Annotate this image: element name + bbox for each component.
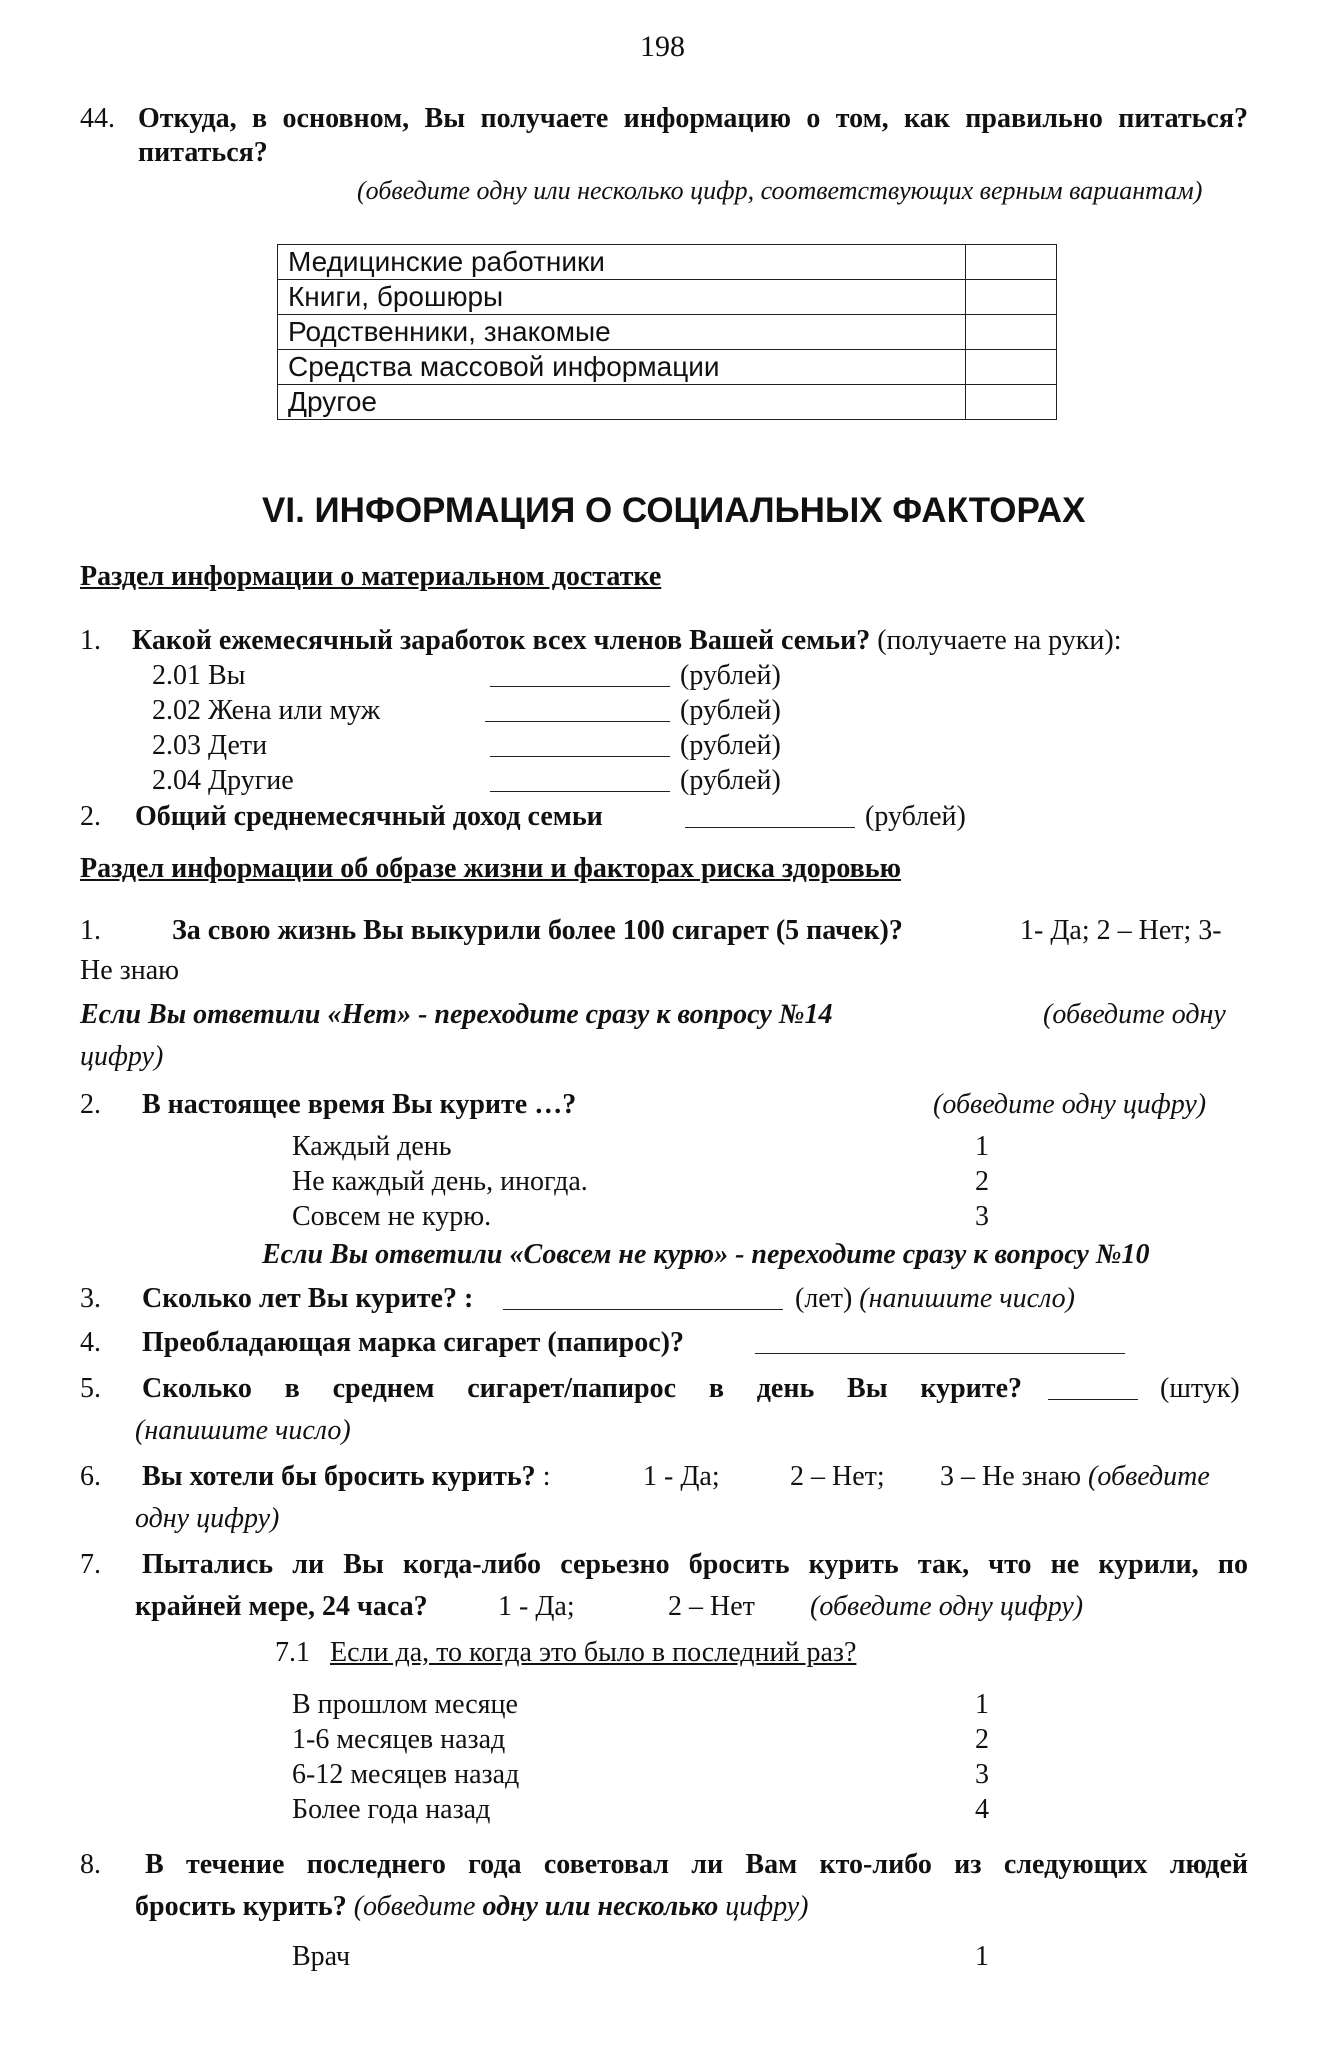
ls-q1-instruction-b: цифру) bbox=[80, 1041, 164, 1072]
ls-q2-question: В настоящее время Вы курите …? bbox=[142, 1089, 577, 1120]
section-title: VI. ИНФОРМАЦИЯ О СОЦИАЛЬНЫХ ФАКТОРАХ bbox=[262, 491, 1086, 530]
ls-q8-question-line1: В течение последнего года советовал ли Вам кто-либо из следующих людей bbox=[145, 1849, 1248, 1880]
income-item-label: 2.01 Вы bbox=[152, 660, 246, 691]
q44-option-row bbox=[278, 245, 1057, 280]
ls-q4-question: Преобладающая марка сигарет (папирос)? bbox=[142, 1327, 685, 1358]
income-item-blank[interactable] bbox=[485, 697, 670, 727]
ls-q2-option-code[interactable]: 1 bbox=[975, 1131, 989, 1162]
ls-q2-instruction: (обведите одну цифру) bbox=[933, 1089, 1207, 1120]
ls-q7-option-label: Более года назад bbox=[292, 1794, 491, 1825]
q44-instruction: (обведите одну или несколько цифр, соответствующих верным вариантам) bbox=[357, 176, 1203, 205]
ls-q7-option-code[interactable]: 4 bbox=[975, 1794, 989, 1825]
income-q2-question: Общий среднемесячный доход семьи bbox=[135, 801, 603, 832]
q44-option-checkbox[interactable] bbox=[966, 280, 1057, 315]
ls-q3-number: 3. bbox=[80, 1283, 101, 1314]
ls-q3-question: Сколько лет Вы курите? : bbox=[142, 1283, 474, 1314]
ls-q7-option-code[interactable]: 1 bbox=[975, 1689, 989, 1720]
q44-option-label: Книги, брошюры bbox=[278, 280, 966, 315]
page-number: 198 bbox=[640, 30, 685, 63]
ls-q7-question-line1: Пытались ли Вы когда-либо серьезно бросить курить так, что не курили, по bbox=[142, 1549, 1248, 1580]
ls-q7-instruction: (обведите одну цифру) bbox=[810, 1591, 1084, 1622]
income-q2-unit: (рублей) bbox=[865, 801, 966, 832]
ls-q3-blank[interactable] bbox=[503, 1285, 783, 1315]
ls-q2-skip: Если Вы ответили «Совсем не курю» - переходите сразу к вопросу №10 bbox=[262, 1239, 1150, 1270]
ls-q7-option-code[interactable]: 3 bbox=[975, 1759, 989, 1790]
ls-q6-answer-1[interactable]: 1 - Да; bbox=[643, 1461, 720, 1492]
ls-q4-blank[interactable] bbox=[755, 1329, 1125, 1359]
ls-q7-answer-1[interactable]: 1 - Да; bbox=[498, 1591, 575, 1622]
income-item-unit: (рублей) bbox=[680, 730, 781, 761]
q44-option-label: Родственники, знакомые bbox=[278, 315, 966, 350]
q44-option-label: Средства массовой информации bbox=[278, 350, 966, 385]
q44-option-row bbox=[278, 350, 1057, 385]
q44-option-label: Медицинские работники bbox=[278, 245, 966, 280]
ls-q6-number: 6. bbox=[80, 1461, 101, 1492]
income-q1-text: Какой ежемесячный заработок всех членов Вашей семьи? (получаете на руки): bbox=[132, 625, 1122, 656]
ls-q6-instruction-cont: одну цифру) bbox=[135, 1503, 280, 1534]
q44-option-row bbox=[278, 315, 1057, 350]
ls-q5-blank[interactable] bbox=[1048, 1375, 1138, 1405]
ls-q3-unit-instruction: (лет) (напишите число) bbox=[795, 1283, 1075, 1314]
income-item-unit: (рублей) bbox=[680, 660, 781, 691]
q44-option-row bbox=[278, 385, 1057, 420]
income-q2-blank[interactable] bbox=[685, 803, 855, 833]
income-item-blank[interactable] bbox=[490, 732, 670, 762]
ls-q2-option-code[interactable]: 3 bbox=[975, 1201, 989, 1232]
ls-q6-answer-2[interactable]: 2 – Нет; bbox=[790, 1461, 885, 1492]
ls-q7-answer-2[interactable]: 2 – Нет bbox=[668, 1591, 755, 1622]
ls-q7-option-label: 6-12 месяцев назад bbox=[292, 1759, 520, 1790]
q44-option-checkbox[interactable] bbox=[966, 245, 1057, 280]
income-item-label: 2.03 Дети bbox=[152, 730, 268, 761]
ls-q7-option-label: В прошлом месяце bbox=[292, 1689, 518, 1720]
ls-q8-question-line2: бросить курить? (обведите одну или несколько цифру) bbox=[135, 1891, 809, 1922]
ls-q6-question: Вы хотели бы бросить курить? : bbox=[142, 1461, 551, 1492]
q44-question-line2: питаться? bbox=[138, 137, 268, 168]
ls-q1-answers: 1- Да; 2 – Нет; 3- bbox=[1020, 915, 1222, 946]
q44-option-checkbox[interactable] bbox=[966, 350, 1057, 385]
ls-q2-number: 2. bbox=[80, 1089, 101, 1120]
q44-number: 44. bbox=[80, 103, 115, 134]
ls-q1-skip: Если Вы ответили «Нет» - переходите сразу к вопросу №14 bbox=[80, 999, 833, 1030]
income-item-blank[interactable] bbox=[490, 767, 670, 797]
subsection-lifestyle-heading: Раздел информации об образе жизни и факторах риска здоровью bbox=[80, 853, 901, 884]
income-q1-number: 1. bbox=[80, 625, 101, 656]
ls-q4-number: 4. bbox=[80, 1327, 101, 1358]
ls-q1-number: 1. bbox=[80, 915, 101, 946]
ls-q7-sub-number: 7.1 bbox=[275, 1637, 310, 1668]
ls-q1-instruction-a: (обведите одну bbox=[1043, 999, 1226, 1030]
ls-q7-number: 7. bbox=[80, 1549, 101, 1580]
ls-q5-question: Сколько в среднем сигарет/папирос в день Вы курите? bbox=[142, 1373, 1022, 1404]
income-q2-number: 2. bbox=[80, 801, 101, 832]
ls-q5-number: 5. bbox=[80, 1373, 101, 1404]
ls-q7-question-line2: крайней мере, 24 часа? bbox=[135, 1591, 428, 1622]
q44-option-checkbox[interactable] bbox=[966, 385, 1057, 420]
ls-q8-option-label: Врач bbox=[292, 1941, 351, 1972]
q44-option-checkbox[interactable] bbox=[966, 315, 1057, 350]
income-item-label: 2.02 Жена или муж bbox=[152, 695, 381, 726]
ls-q2-option-label: Совсем не курю. bbox=[292, 1201, 492, 1232]
ls-q5-unit: (штук) bbox=[1160, 1373, 1240, 1404]
q44-question-line1: Откуда, в основном, Вы получаете информацию о том, как правильно питаться? bbox=[138, 103, 1248, 134]
income-item-unit: (рублей) bbox=[680, 765, 781, 796]
q44-options-table bbox=[277, 244, 1057, 420]
ls-q6-answer-3[interactable]: 3 – Не знаю (обведите bbox=[940, 1461, 1210, 1492]
income-item-blank[interactable] bbox=[490, 662, 670, 692]
ls-q8-number: 8. bbox=[80, 1849, 101, 1880]
ls-q7-option-label: 1-6 месяцев назад bbox=[292, 1724, 506, 1755]
q44-option-row bbox=[278, 280, 1057, 315]
ls-q1-question: За свою жизнь Вы выкурили более 100 сигарет (5 пачек)? bbox=[172, 915, 903, 946]
ls-q7-option-code[interactable]: 2 bbox=[975, 1724, 989, 1755]
ls-q2-option-label: Каждый день bbox=[292, 1131, 452, 1162]
income-item-label: 2.04 Другие bbox=[152, 765, 294, 796]
ls-q8-option-code[interactable]: 1 bbox=[975, 1941, 989, 1972]
ls-q2-option-code[interactable]: 2 bbox=[975, 1166, 989, 1197]
ls-q5-instruction: (напишите число) bbox=[135, 1415, 351, 1446]
ls-q2-option-label: Не каждый день, иногда. bbox=[292, 1166, 588, 1197]
income-item-unit: (рублей) bbox=[680, 695, 781, 726]
subsection-income-heading: Раздел информации о материальном достатке bbox=[80, 561, 662, 592]
ls-q1-answers-cont: Не знаю bbox=[80, 955, 180, 986]
q44-option-label: Другое bbox=[278, 385, 966, 420]
ls-q7-sub-question: Если да, то когда это было в последний раз? bbox=[330, 1637, 857, 1668]
